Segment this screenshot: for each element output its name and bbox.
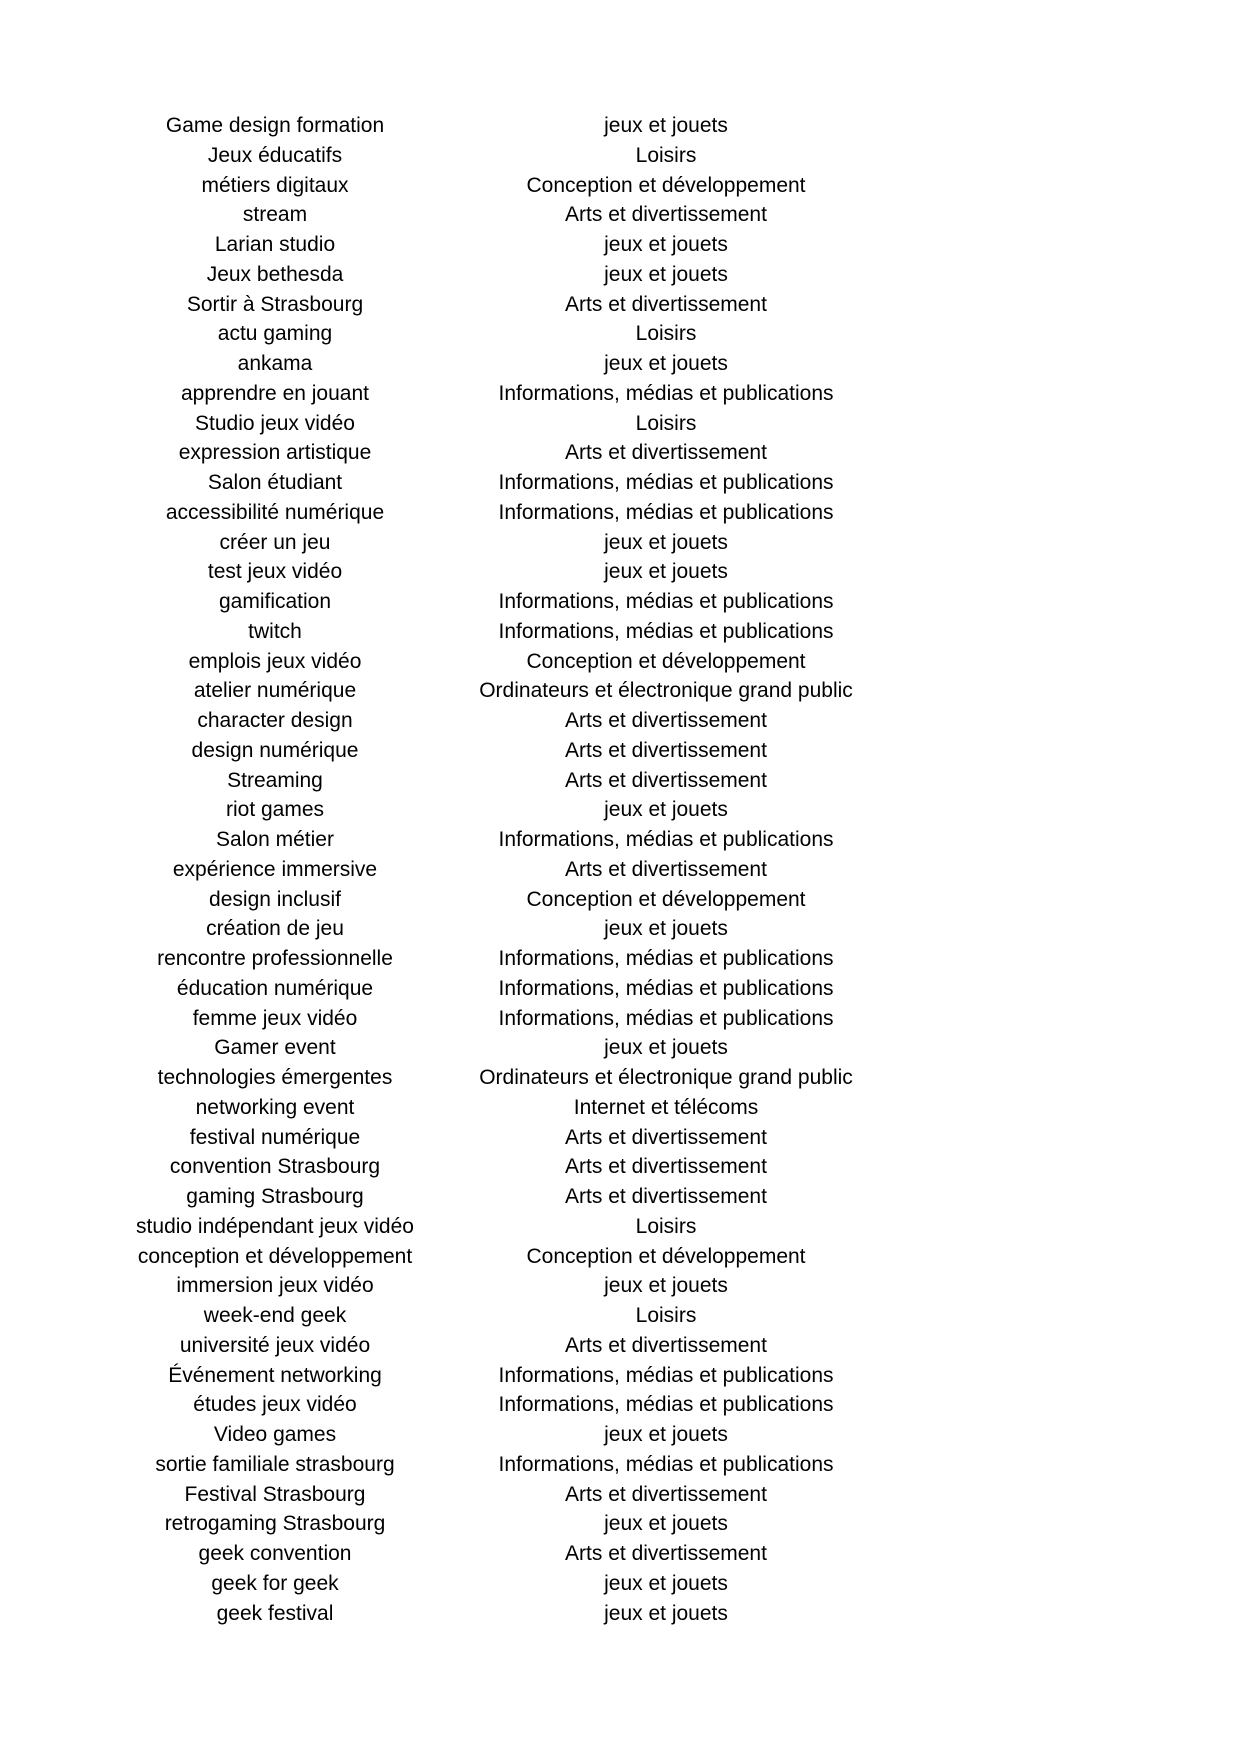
table-row	[0, 1450, 1241, 1480]
category-cell: jeux et jouets	[604, 560, 728, 584]
table-row	[0, 260, 1241, 290]
keyword-cell: métiers digitaux	[201, 173, 349, 197]
keyword-cell: créer un jeu	[219, 530, 331, 554]
category-cell: Arts et divertissement	[565, 857, 767, 881]
keyword-cell: atelier numérique	[193, 679, 357, 703]
category-cell: Arts et divertissement	[565, 1125, 767, 1149]
table-row	[0, 171, 1241, 201]
category-cell: Informations, médias et publications	[498, 976, 834, 1000]
keyword-cell: femme jeux vidéo	[192, 1006, 358, 1030]
keyword-cell: création de jeu	[206, 917, 344, 941]
table-row	[0, 766, 1241, 796]
keyword-cell: test jeux vidéo	[207, 560, 343, 584]
table-row	[0, 944, 1241, 974]
table-row	[0, 974, 1241, 1004]
category-cell: Informations, médias et publications	[498, 1363, 834, 1387]
keyword-cell: expression artistique	[178, 441, 372, 465]
keyword-cell: geek convention	[198, 1542, 352, 1565]
keyword-cell: retrogaming Strasbourg	[164, 1512, 386, 1536]
category-cell: Informations, médias et publications	[498, 590, 834, 613]
category-cell: Arts et divertissement	[565, 292, 767, 316]
keyword-cell: ankama	[237, 352, 313, 375]
table-row	[0, 1271, 1241, 1301]
table-row	[0, 379, 1241, 409]
keyword-cell: rencontre professionnelle	[157, 947, 393, 970]
keyword-cell: Gamer event	[214, 1036, 336, 1060]
keyword-cell: éducation numérique	[176, 976, 374, 1000]
keyword-cell: gamification	[218, 590, 332, 613]
table-row	[0, 230, 1241, 260]
table-row	[0, 795, 1241, 825]
keyword-cell: design numérique	[191, 738, 359, 762]
category-cell: Informations, médias et publications	[498, 500, 834, 524]
category-cell: jeux et jouets	[604, 114, 728, 137]
category-cell: jeux et jouets	[604, 262, 728, 286]
keyword-cell: Streaming	[227, 768, 323, 792]
category-cell: Arts et divertissement	[565, 738, 767, 762]
category-cell: jeux et jouets	[604, 530, 728, 554]
keyword-cell: twitch	[248, 619, 302, 643]
category-cell: Loisirs	[635, 411, 697, 435]
category-cell: jeux et jouets	[604, 1571, 728, 1595]
table-row	[0, 557, 1241, 587]
keyword-cell: Festival Strasbourg	[184, 1482, 366, 1506]
category-cell: Arts et divertissement	[565, 1542, 767, 1565]
category-cell: Informations, médias et publications	[498, 381, 834, 405]
table-row	[0, 647, 1241, 677]
keyword-cell: Salon métier	[216, 828, 334, 851]
keyword-cell: technologies émergentes	[157, 1066, 393, 1089]
category-cell: Ordinateurs et électronique grand public	[479, 1066, 853, 1089]
table-row	[0, 468, 1241, 498]
table-row	[0, 1420, 1241, 1450]
category-cell: jeux et jouets	[604, 1423, 728, 1446]
table-row	[0, 1599, 1241, 1629]
category-cell: Conception et développement	[526, 173, 806, 197]
category-cell: Loisirs	[635, 143, 697, 167]
table-row	[0, 1361, 1241, 1391]
category-cell: jeux et jouets	[604, 798, 728, 822]
table-row	[0, 1212, 1241, 1242]
keyword-cell: Video games	[213, 1423, 337, 1446]
table-row	[0, 1004, 1241, 1034]
category-cell: jeux et jouets	[604, 1512, 728, 1536]
table-row	[0, 1093, 1241, 1123]
category-cell: Informations, médias et publications	[498, 1393, 834, 1417]
table-row	[0, 1569, 1241, 1599]
keyword-cell: Événement networking	[168, 1363, 382, 1387]
table-row	[0, 1242, 1241, 1272]
table-row	[0, 1539, 1241, 1569]
table-row	[0, 676, 1241, 706]
category-cell: jeux et jouets	[604, 1036, 728, 1060]
keyword-cell: festival numérique	[189, 1125, 361, 1149]
table-row	[0, 409, 1241, 439]
table-row	[0, 290, 1241, 320]
category-cell: Conception et développement	[526, 649, 806, 673]
category-cell: Arts et divertissement	[565, 203, 767, 227]
keyword-cell: Jeux éducatifs	[207, 143, 343, 167]
table-row	[0, 319, 1241, 349]
keyword-cell: apprendre en jouant	[181, 381, 369, 405]
category-cell: Internet et télécoms	[573, 1095, 759, 1119]
category-cell: jeux et jouets	[604, 233, 728, 256]
category-cell: Loisirs	[635, 322, 697, 346]
category-cell: Informations, médias et publications	[498, 828, 834, 851]
category-cell: Ordinateurs et électronique grand public	[479, 679, 853, 703]
category-cell: Arts et divertissement	[565, 441, 767, 465]
keyword-category-table	[0, 111, 1241, 1628]
table-row	[0, 914, 1241, 944]
keyword-cell: geek for geek	[211, 1571, 339, 1595]
keyword-cell: études jeux vidéo	[193, 1393, 357, 1417]
table-row	[0, 141, 1241, 171]
keyword-cell: week-end geek	[203, 1304, 347, 1327]
category-cell: jeux et jouets	[604, 1274, 728, 1298]
category-cell: Arts et divertissement	[565, 709, 767, 732]
keyword-cell: riot games	[225, 798, 325, 822]
category-cell: Arts et divertissement	[565, 768, 767, 792]
table-row	[0, 438, 1241, 468]
keyword-cell: expérience immersive	[172, 857, 378, 881]
keyword-cell: Game design formation	[165, 114, 385, 137]
keyword-cell: accessibilité numérique	[165, 500, 385, 524]
table-row	[0, 1331, 1241, 1361]
table-row	[0, 1123, 1241, 1153]
table-row	[0, 706, 1241, 736]
table-row	[0, 1033, 1241, 1063]
table-row	[0, 1509, 1241, 1539]
table-row	[0, 1063, 1241, 1093]
keyword-cell: geek festival	[216, 1601, 334, 1625]
keyword-cell: immersion jeux vidéo	[176, 1274, 374, 1298]
table-row	[0, 349, 1241, 379]
category-cell: Informations, médias et publications	[498, 947, 834, 970]
category-cell: jeux et jouets	[604, 352, 728, 375]
keyword-cell: Salon étudiant	[207, 471, 343, 494]
category-cell: jeux et jouets	[604, 1601, 728, 1625]
keyword-cell: stream	[242, 203, 308, 227]
table-row	[0, 498, 1241, 528]
keyword-cell: Jeux bethesda	[206, 262, 344, 286]
category-cell: jeux et jouets	[604, 917, 728, 941]
keyword-cell: character design	[197, 709, 353, 732]
keyword-cell: Sortir à Strasbourg	[186, 292, 364, 316]
keyword-cell: convention Strasbourg	[169, 1155, 381, 1179]
keyword-cell: sortie familiale strasbourg	[155, 1452, 395, 1476]
table-row	[0, 1301, 1241, 1331]
keyword-cell: actu gaming	[217, 322, 333, 346]
keyword-cell: studio indépendant jeux vidéo	[136, 1214, 414, 1238]
keyword-cell: gaming Strasbourg	[186, 1185, 364, 1208]
category-cell: Arts et divertissement	[565, 1155, 767, 1179]
table-row	[0, 736, 1241, 766]
keyword-cell: networking event	[195, 1095, 355, 1119]
table-row	[0, 617, 1241, 647]
table-row	[0, 1390, 1241, 1420]
category-cell: Conception et développement	[526, 1244, 806, 1268]
keyword-cell: design inclusif	[209, 887, 341, 911]
category-cell: Conception et développement	[526, 887, 806, 911]
category-cell: Informations, médias et publications	[498, 471, 834, 494]
category-cell: Arts et divertissement	[565, 1333, 767, 1357]
table-row	[0, 111, 1241, 141]
keyword-cell: emplois jeux vidéo	[188, 649, 362, 673]
category-cell: Informations, médias et publications	[498, 619, 834, 643]
table-row	[0, 528, 1241, 558]
table-row	[0, 855, 1241, 885]
table-row	[0, 825, 1241, 855]
category-cell: Informations, médias et publications	[498, 1452, 834, 1476]
table-row	[0, 1480, 1241, 1510]
keyword-cell: université jeux vidéo	[179, 1333, 371, 1357]
category-cell: Loisirs	[635, 1304, 697, 1327]
keyword-cell: conception et développement	[137, 1244, 413, 1268]
category-cell: Informations, médias et publications	[498, 1006, 834, 1030]
category-cell: Loisirs	[635, 1214, 697, 1238]
keyword-cell: Studio jeux vidéo	[195, 411, 355, 435]
table-row	[0, 200, 1241, 230]
category-cell: Arts et divertissement	[565, 1482, 767, 1506]
keyword-cell: Larian studio	[214, 233, 336, 256]
table-row	[0, 1182, 1241, 1212]
table-row	[0, 587, 1241, 617]
table-row	[0, 885, 1241, 915]
table-row	[0, 1152, 1241, 1182]
category-cell: Arts et divertissement	[565, 1185, 767, 1208]
